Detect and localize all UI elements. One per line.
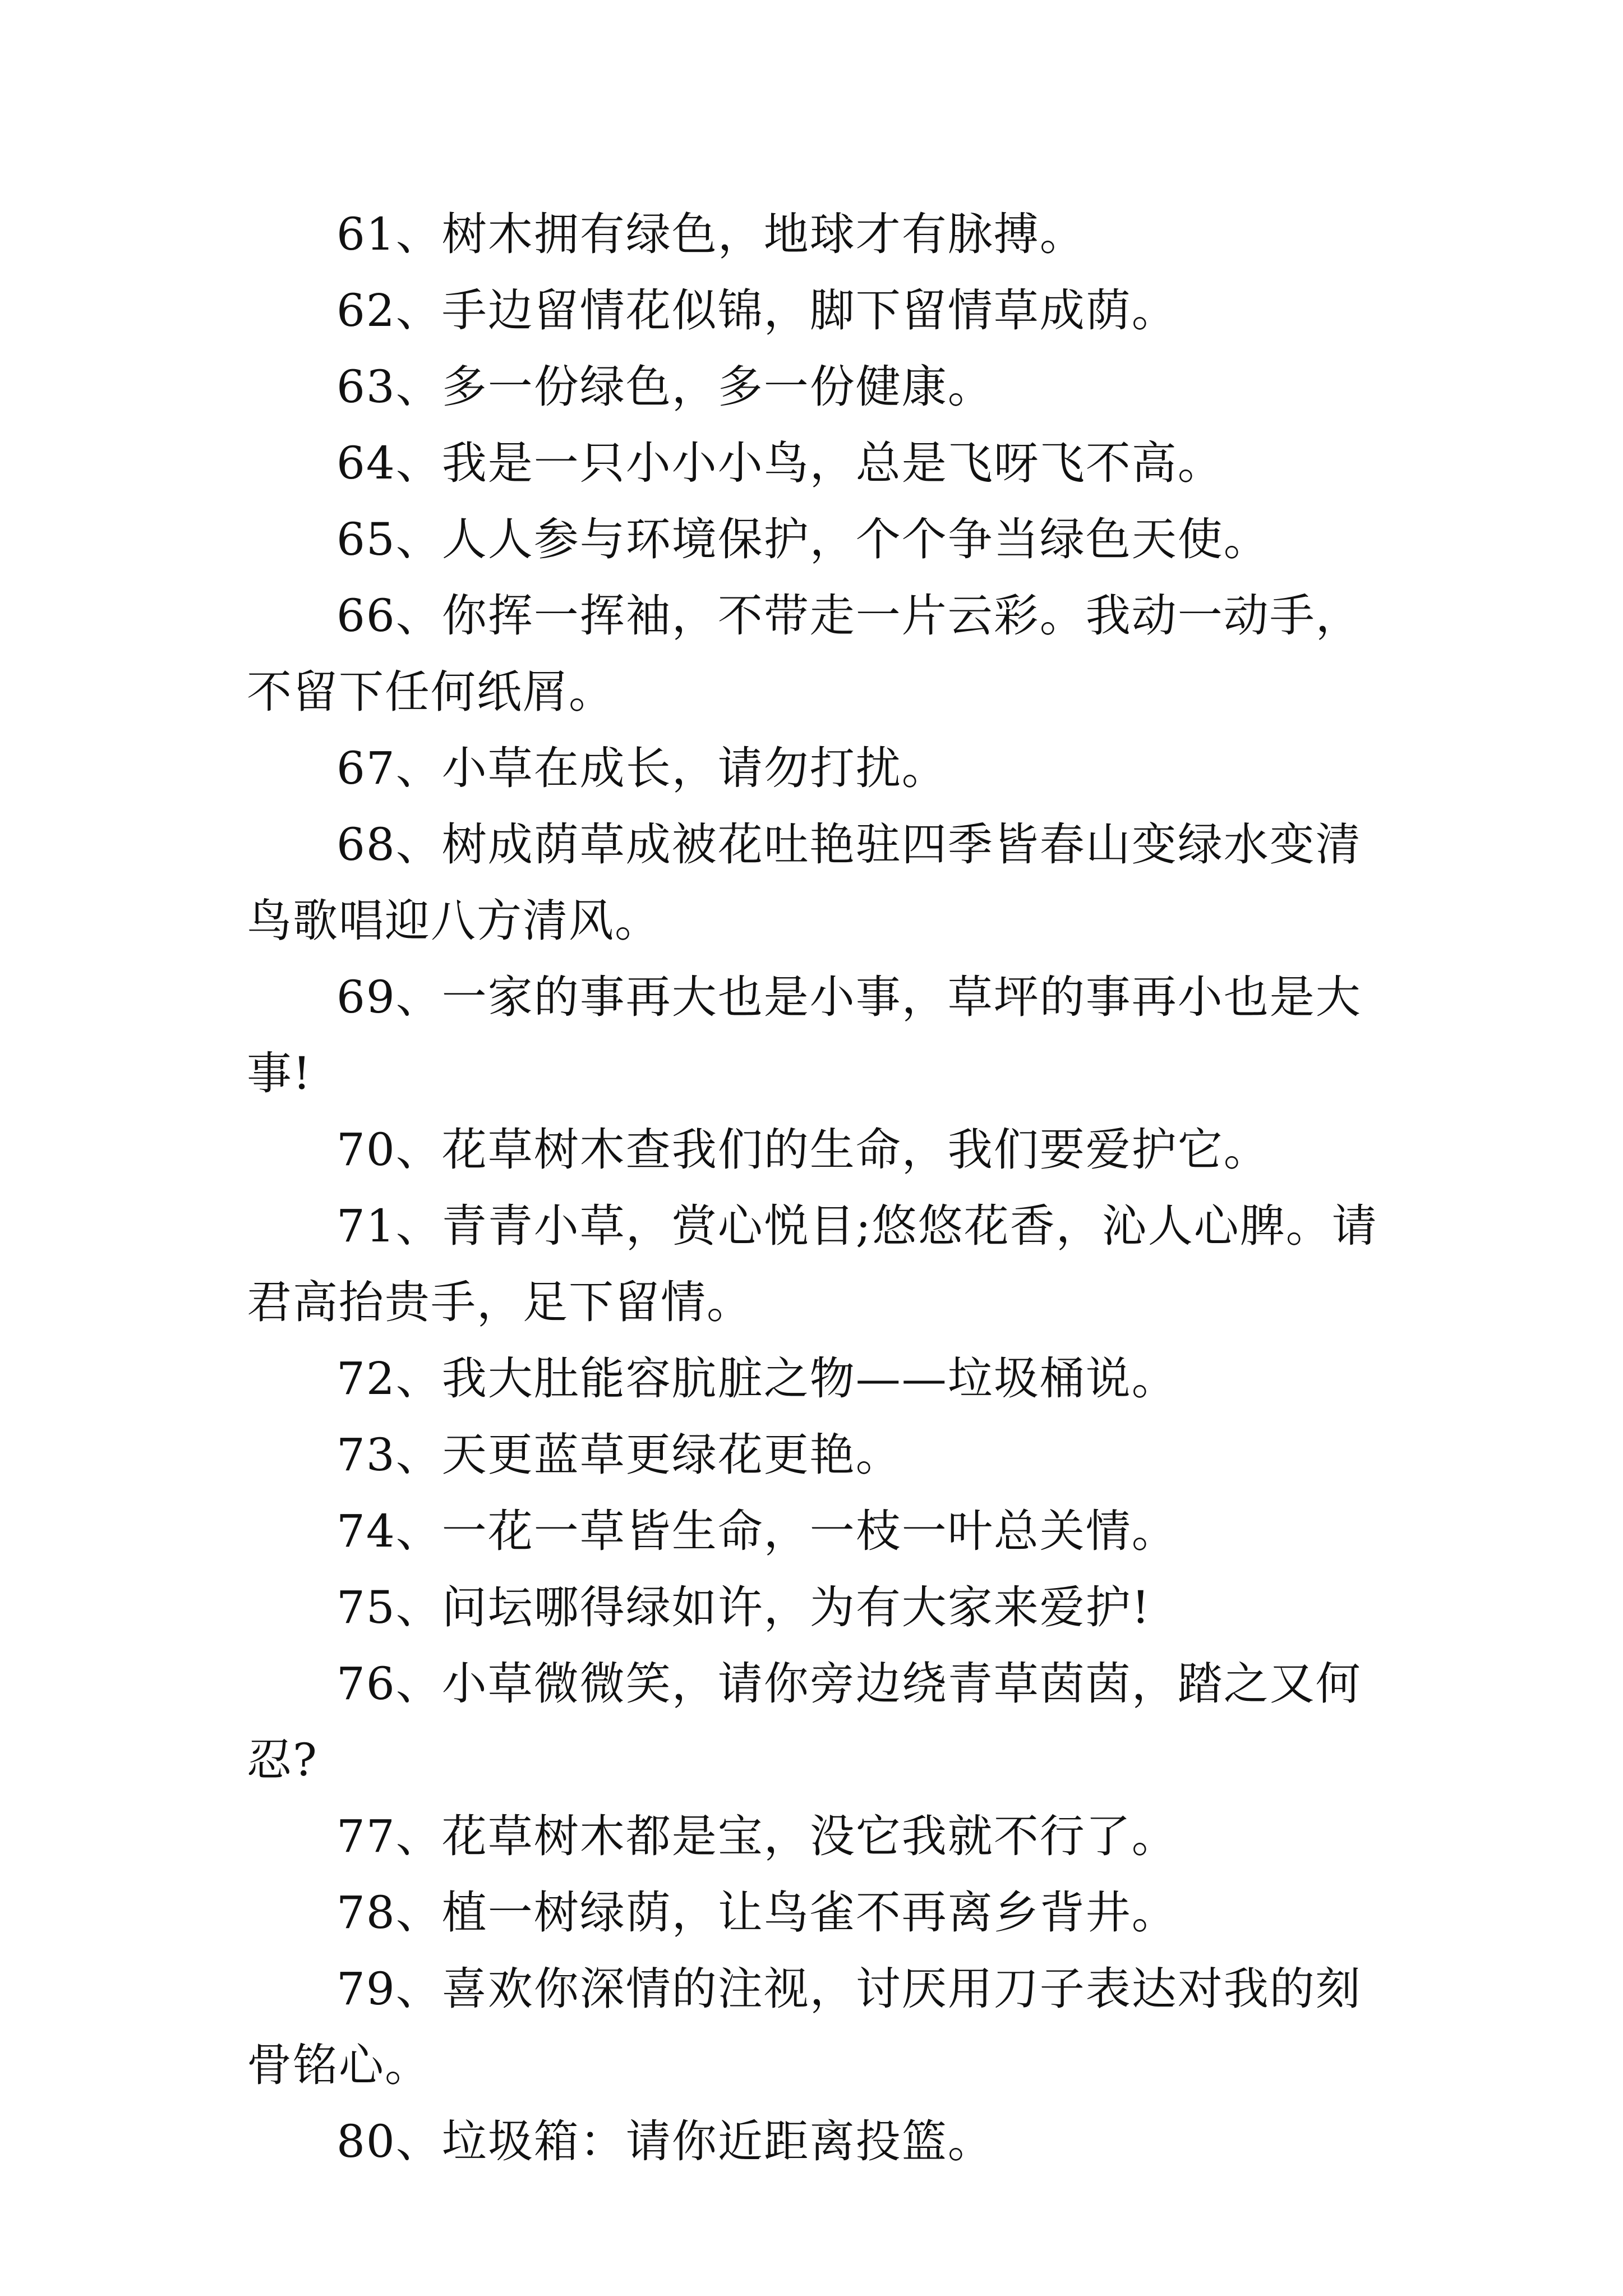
paragraph-73: 73、天更蓝草更绿花更艳。	[336, 1429, 902, 1481]
paragraph-68: 68、树成荫草成被花吐艳驻四季皆春山变绿水变清鸟歌唱迎八方清风。	[247, 818, 1362, 947]
document-body	[247, 196, 1391, 2180]
paragraph-66: 66、你挥一挥袖，不带走一片云彩。我动一动手，不留下任何纸屑。	[247, 590, 1362, 718]
paragraph-79: 79、喜欢你深情的注视，讨厌用刀子表达对我的刻骨铭心。	[247, 1963, 1362, 2091]
paragraph-75: 75、问坛哪得绿如许，为有大家来爱护!	[336, 1581, 1151, 1634]
paragraph-77: 77、花草树木都是宝，没它我就不行了。	[336, 1810, 1178, 1862]
paragraph-80: 80、垃圾箱：请你近距离投篮。	[336, 2115, 994, 2168]
paragraph-70: 70、花草树木查我们的生命，我们要爱护它。	[336, 1124, 1270, 1176]
paragraph-76: 76、小草微微笑，请你旁边绕青草茵茵，踏之又何忍?	[247, 1658, 1362, 1786]
paragraph-64: 64、我是一只小小小鸟，总是飞呀飞不高。	[336, 437, 1224, 489]
paragraph-67: 67、小草在成长，请勿打扰。	[336, 742, 948, 794]
paragraph-61: 61、树木拥有绿色，地球才有脉搏。	[336, 208, 1086, 260]
paragraph-74: 74、一花一草皆生命，一枝一叶总关情。	[336, 1505, 1178, 1557]
paragraph-78: 78、植一树绿荫，让鸟雀不再离乡背井。	[336, 1887, 1178, 1939]
paragraph-62: 62、手边留情花似锦，脚下留情草成荫。	[336, 284, 1178, 337]
paragraph-71: 71、青青小草，赏心悦目;悠悠花香，沁人心脾。请君高抬贵手，足下留情。	[247, 1200, 1378, 1328]
paragraph-63: 63、多一份绿色，多一份健康。	[336, 361, 994, 413]
paragraph-69: 69、一家的事再大也是小事，草坪的事再小也是大事!	[247, 971, 1362, 1099]
paragraph-65: 65、人人参与环境保护，个个争当绿色天使。	[336, 513, 1270, 565]
paragraph-72: 72、我大肚能容肮脏之物——垃圾桶说。	[336, 1352, 1178, 1405]
